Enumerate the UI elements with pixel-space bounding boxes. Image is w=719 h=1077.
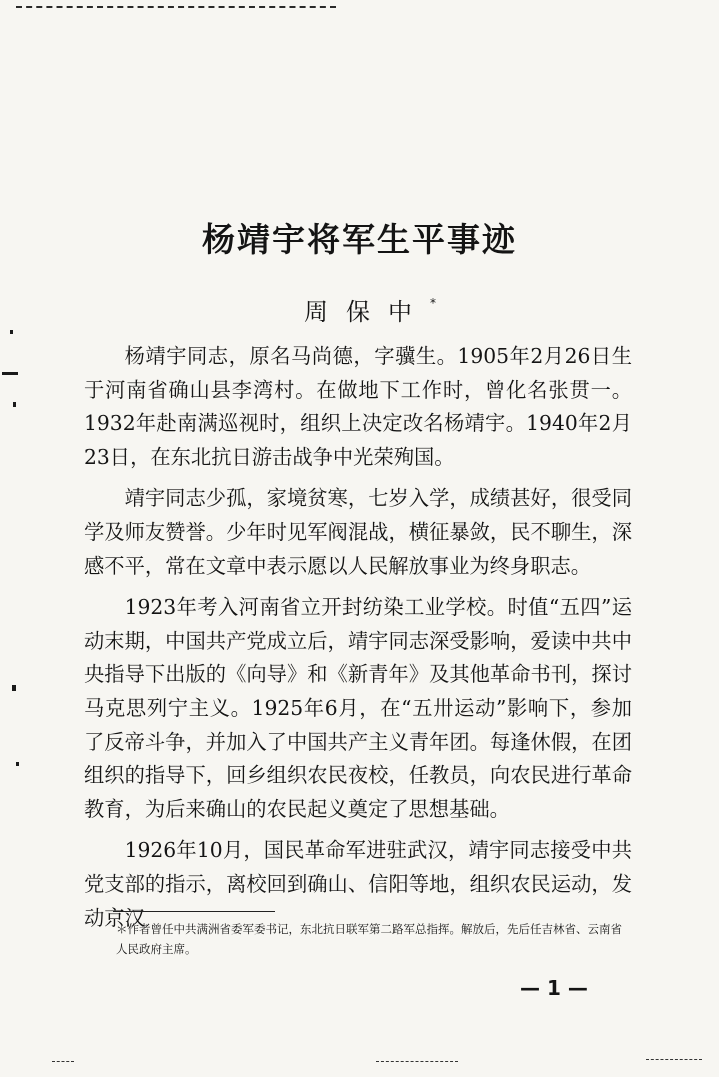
footnote-divider (113, 911, 275, 912)
scan-mark (13, 402, 16, 407)
top-edge-dashes (16, 6, 336, 12)
scan-mark (12, 685, 16, 691)
scan-mark (52, 1061, 74, 1062)
footnote: ＊作者曾任中共满洲省委军委书记，东北抗日联军第二路军总指挥。解放后，先后任吉林省、云南省人民政府主席。 (116, 922, 622, 956)
paragraph: 1926年10月，国民革命军进驻武汉，靖宇同志接受中共党支部的指示，离校回到确山、信阳等地，组织农民运动，发动京汉 (84, 838, 632, 930)
scan-mark (646, 1059, 702, 1060)
scan-mark (10, 330, 13, 334)
page-number: — 1 — (520, 976, 588, 1000)
paragraph: 1923年考入河南省立开封纺染工业学校。时值“五四”运动末期，中国共产党成立后，靖宇同志深受影响，爱读中共中央指导下出版的《向导》和《新青年》及其他革命书刊，探讨马克思列宁主义。1925年6月，在“五卅运动”影响下，参加了反帝斗争，并加入了中国共产主义青年团。每逢休假，在团组织的指导下，回乡组织农民夜校，任教员，向农民进行革命教育，为后来确山的农民起义奠定了思想基础。 (84, 595, 632, 821)
article-title: 杨靖宇将军生平事迹 (202, 220, 517, 259)
paragraph: 靖宇同志少孤，家境贫寒，七岁入学，成绩甚好，很受同学及师友赞誉。少年时见军阀混战，横征暴敛，民不聊生，深感不平，常在文章中表示愿以人民解放事业为终身职志。 (84, 486, 632, 578)
author-byline (304, 292, 436, 327)
author-footnote-marker: * (430, 296, 436, 310)
scan-mark (376, 1061, 458, 1062)
scan-mark (2, 372, 18, 375)
article-body (84, 340, 632, 943)
paragraph: 杨靖宇同志，原名马尚德，字骥生。1905年2月26日生于河南省确山县李湾村。在做地下工作时，曾化名张贯一。1932年赴南满巡视时，组织上决定改名杨靖宇。1940年2月23日，在东北抗日游击战争中光荣殉国。 (84, 344, 632, 469)
author-name: 周保中 (304, 298, 430, 326)
scan-mark (16, 762, 19, 766)
